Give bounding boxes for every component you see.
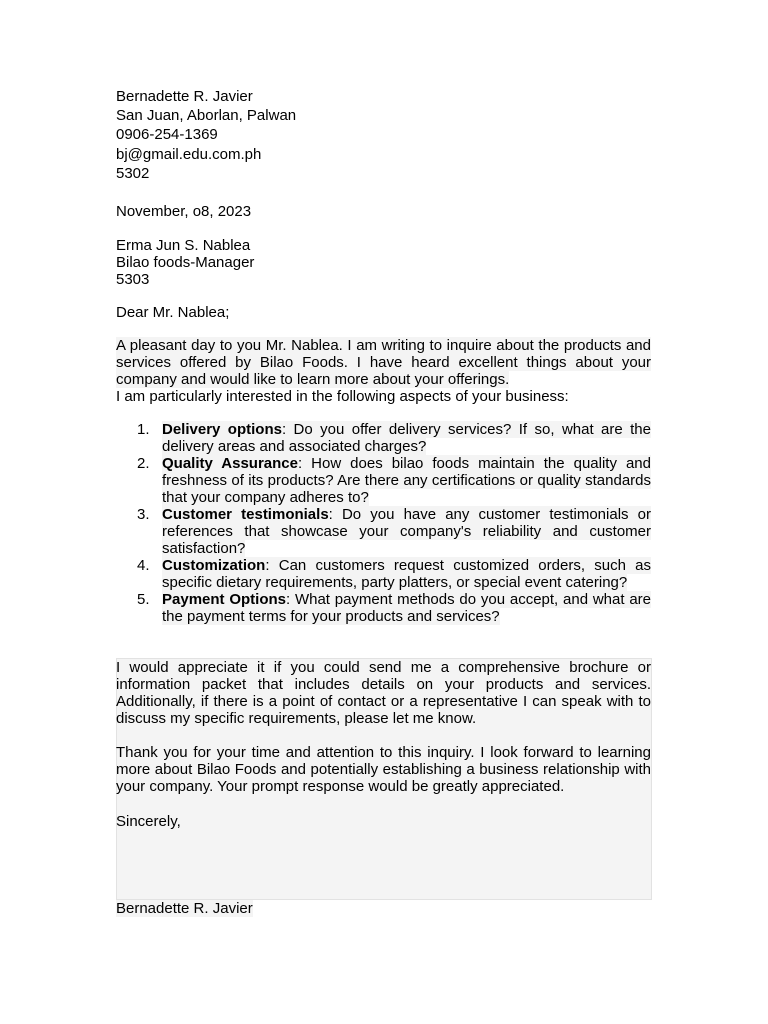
letter-date: November, o8, 2023: [116, 203, 252, 220]
request-paragraph: I would appreciate it if you could send me a comprehensive brochure or information packet that includes details on your products and services. Additionally, if there is a point of contact or a representative I can speak with to discuss my specific requirements, please let me know.: [116, 659, 651, 727]
list-item-text: : Do you have any customer testimonials or references that showcase your company's reliability and customer satisfaction?: [162, 506, 651, 557]
recipient-name: Erma Jun S. Nablea: [116, 237, 251, 254]
inquiry-list: [116, 421, 651, 625]
list-item: 5. Payment Options: What payment methods do you accept, and what are the payment terms for your products and services?: [137, 591, 651, 625]
sender-zip: 5302: [116, 165, 150, 182]
list-item: 1. Delivery options: Do you offer delivery services? If so, what are the delivery areas and associated charges?: [137, 421, 651, 455]
intro-text: A pleasant day to you Mr. Nablea. I am writing to inquire about the products and services offered by Bilao Foods. I have heard excellent things about your company and would like to learn more about your offerings.: [116, 337, 651, 388]
list-item-title: Payment Options: [162, 591, 286, 608]
closing: Sincerely,: [116, 813, 181, 830]
signature-name: Bernadette R. Javier: [116, 900, 253, 917]
sender-email: bj@gmail.edu.com.ph: [116, 146, 262, 163]
list-item-title: Customer testimonials: [162, 506, 329, 523]
list-item-text: : How does bilao foods maintain the quality and freshness of its products? Are there any certifications or quality standards that your company adheres to?: [162, 455, 651, 506]
sender-address: San Juan, Aborlan, Palwan: [116, 107, 297, 124]
list-item-text: : Do you offer delivery services? If so, what are the delivery areas and associated charges?: [162, 421, 651, 455]
recipient-zip: 5303: [116, 271, 150, 288]
salutation: Dear Mr. Nablea;: [116, 304, 230, 321]
list-item: 4. Customization: Can customers request customized orders, such as specific dietary requirements, party platters, or special event catering?: [137, 557, 651, 591]
list-item: 2. Quality Assurance: How does bilao foods maintain the quality and freshness of its products? Are there any certifications or quality standards that your company adheres to?: [137, 455, 651, 506]
thanks-paragraph: Thank you for your time and attention to this inquiry. I look forward to learning more about Bilao Foods and potentially establishing a business relationship with your company. Your prompt response would be greatly appreciated.: [116, 744, 651, 795]
intro-paragraph: [116, 337, 651, 388]
list-item-title: Quality Assurance: [162, 455, 298, 472]
list-item-text: : What payment methods do you accept, and what are the payment terms for your products and services?: [162, 591, 651, 625]
sender-phone: 0906-254-1369: [116, 126, 218, 143]
sender-name: Bernadette R. Javier: [116, 88, 253, 105]
recipient-title: Bilao foods-Manager: [116, 254, 255, 271]
list-item-title: Delivery options: [162, 421, 282, 438]
list-item: 3. Customer testimonials: Do you have any customer testimonials or references that showcase your company's reliability and customer satisfaction?: [137, 506, 651, 557]
list-item-title: Customization: [162, 557, 266, 574]
interest-line: I am particularly interested in the following aspects of your business:: [116, 388, 569, 405]
list-item-text: : Can customers request customized orders, such as specific dietary requirements, party platters, or special event catering?: [162, 557, 651, 591]
